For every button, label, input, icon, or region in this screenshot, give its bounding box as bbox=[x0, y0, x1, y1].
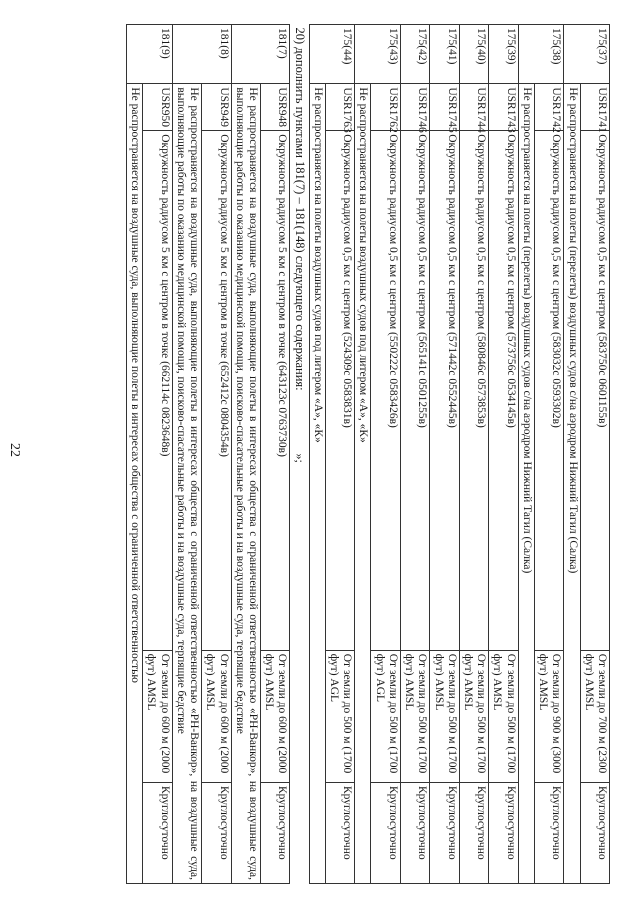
zone-note: Не распространяется на воздушные суда, выполняющие полеты в интересах общества с ограниченной ответственностью bbox=[127, 84, 143, 884]
zone-note: Не распространяется на полеты (перелеты) воздушных судов с/на аэродром Нижний Тагил (Салка) bbox=[564, 84, 580, 884]
zone-description: Окружность радиусом 0,5 км с центром (524309с 0583831в) bbox=[325, 131, 354, 651]
row-number: 175(38) bbox=[518, 25, 564, 84]
zone-note: Не распространяется на полеты воздушных судов под литером «А», «К» bbox=[309, 84, 325, 884]
table-row bbox=[430, 25, 459, 884]
zone-height: От земли до 900 м (3000 фут) AMSL bbox=[534, 650, 563, 782]
zone-description: Окружность радиусом 5 км с центром в точке (643123с 0763730в) bbox=[260, 131, 289, 651]
zone-description: Окружность радиусом 0,5 км с центром (571442с 0552445в) bbox=[430, 131, 459, 651]
zone-note: Не распространяется на воздушные суда, выполняющие полеты в интересах общества с ограниченной ответственностью «РН-Ванкор», на воздушные суда, выполняющие работы по оказанию медицинской помощи, поисково-спасательные работы и на воздушные суда, терпящие бедствие bbox=[231, 84, 260, 884]
closing-quote: »; bbox=[292, 453, 307, 463]
table-row bbox=[260, 25, 289, 884]
zone-time: Круглосуточно bbox=[325, 782, 354, 883]
zone-description: Окружность радиусом 0,5 км с центром (550222с 0583426в) bbox=[371, 131, 400, 651]
zone-description: Окружность радиусом 0,5 км с центром (583032с 0593302в) bbox=[534, 131, 563, 651]
zone-height: От земли до 500 м (1700 фут) AMSL bbox=[489, 650, 518, 782]
zone-code: USR950 bbox=[143, 84, 172, 131]
zone-time: Круглосуточно bbox=[202, 782, 231, 883]
zone-code: USR1743 bbox=[489, 84, 518, 131]
zone-time: Круглосуточно bbox=[371, 782, 400, 883]
zone-description: Окружность радиусом 0,5 км с центром (580846с 0573853в) bbox=[459, 131, 488, 651]
amendment-row bbox=[290, 25, 309, 884]
row-number: 175(37) bbox=[564, 25, 610, 84]
zone-time: Круглосуточно bbox=[580, 782, 609, 883]
table-note-row bbox=[309, 25, 325, 884]
zone-time: Круглосуточно bbox=[400, 782, 429, 883]
zone-code: USR949 bbox=[202, 84, 231, 131]
table-row bbox=[202, 25, 231, 884]
zone-time: Круглосуточно bbox=[260, 782, 289, 883]
row-number: 175(44) bbox=[309, 25, 355, 84]
table-row bbox=[459, 25, 488, 884]
zone-description: Окружность радиусом 5 км с центром в точке (652412с 0804354в) bbox=[202, 131, 231, 651]
row-number: 175(39) bbox=[489, 25, 518, 84]
zone-description: Окружность радиусом 0,5 км с центром (565141с 0501255в) bbox=[400, 131, 429, 651]
table-note-row bbox=[564, 25, 580, 884]
row-number: 181(8) bbox=[172, 25, 231, 84]
zone-note: Не распространяется на полеты воздушных судов под литером «А», «К» bbox=[355, 84, 371, 884]
table-note-row bbox=[172, 25, 201, 884]
page-number: 22 bbox=[7, 443, 22, 457]
zone-code: USR1741 bbox=[580, 84, 609, 131]
zone-time: Круглосуточно bbox=[459, 782, 488, 883]
row-number: 175(42) bbox=[400, 25, 429, 84]
zone-code: USR1744 bbox=[459, 84, 488, 131]
row-number: 181(9) bbox=[127, 25, 173, 84]
table-row bbox=[400, 25, 429, 884]
zone-height: От земли до 700 м (2300 фут) AMSL bbox=[580, 650, 609, 782]
zone-description: Окружность радиусом 5 км с центром в точке (662114с 0823648в) bbox=[143, 131, 172, 651]
row-number: 175(43) bbox=[355, 25, 401, 84]
table-note-row bbox=[518, 25, 534, 884]
zone-time: Круглосуточно bbox=[534, 782, 563, 883]
zone-note: Не распространяется на воздушные суда, выполняющие полеты в интересах общества с ограниченной ответственностью «РН-Ванкор», на воздушные суда, выполняющие работы по оказанию медицинской помощи, поисково-спасательные работы и на воздушные суда, терпящие бедствие bbox=[172, 84, 201, 884]
zone-time: Круглосуточно bbox=[489, 782, 518, 883]
zone-code: USR1746 bbox=[400, 84, 429, 131]
row-number: 175(40) bbox=[459, 25, 488, 84]
table-row bbox=[371, 25, 400, 884]
table-row bbox=[143, 25, 172, 884]
zone-time: Круглосуточно bbox=[430, 782, 459, 883]
zone-height: От земли до 500 м (1700 фут) AMSL bbox=[459, 650, 488, 782]
zone-note: Не распространяется на полеты (перелеты) воздушных судов с/на аэродром Нижний Тагил (Салка) bbox=[518, 84, 534, 884]
row-number: 175(41) bbox=[430, 25, 459, 84]
zone-height: От земли до 500 м (1700 фут) AGL bbox=[371, 650, 400, 782]
rotated-content bbox=[54, 24, 610, 884]
document-page bbox=[54, 24, 610, 884]
zone-code: USR1763 bbox=[325, 84, 354, 131]
zone-time: Круглосуточно bbox=[143, 782, 172, 883]
zone-height: От земли до 600 м (2000 фут) AMSL bbox=[260, 650, 289, 782]
zone-code: USR948 bbox=[260, 84, 289, 131]
table-note-row bbox=[355, 25, 371, 884]
zone-height: От земли до 500 м (1700 фут) AGL bbox=[325, 650, 354, 782]
table-row bbox=[489, 25, 518, 884]
zone-code: USR1745 bbox=[430, 84, 459, 131]
zone-height: От земли до 500 м (1700 фут) AMSL bbox=[400, 650, 429, 782]
zone-description: Окружность радиусом 0,5 км с центром (583750с 0601155в) bbox=[580, 131, 609, 651]
table-row bbox=[534, 25, 563, 884]
zone-code: USR1742 bbox=[534, 84, 563, 131]
table-note-row bbox=[127, 25, 143, 884]
row-number: 181(7) bbox=[231, 25, 290, 84]
zone-height: От земли до 500 м (1700 фут) AMSL bbox=[430, 650, 459, 782]
zone-height: От земли до 600 м (2000 фут) AMSL bbox=[143, 650, 172, 782]
zones-table-top bbox=[126, 24, 610, 884]
table-note-row bbox=[231, 25, 260, 884]
table-row bbox=[325, 25, 354, 884]
zone-code: USR1762 bbox=[371, 84, 400, 131]
zone-description: Окружность радиусом 0,5 км с центром (573756с 0534145в) bbox=[489, 131, 518, 651]
table-row bbox=[580, 25, 609, 884]
amendment-text: 20) дополнить пунктами 181(7) – 181(148) следующего содержания: bbox=[292, 27, 307, 391]
zone-height: От земли до 600 м (2000 фут) AMSL bbox=[202, 650, 231, 782]
